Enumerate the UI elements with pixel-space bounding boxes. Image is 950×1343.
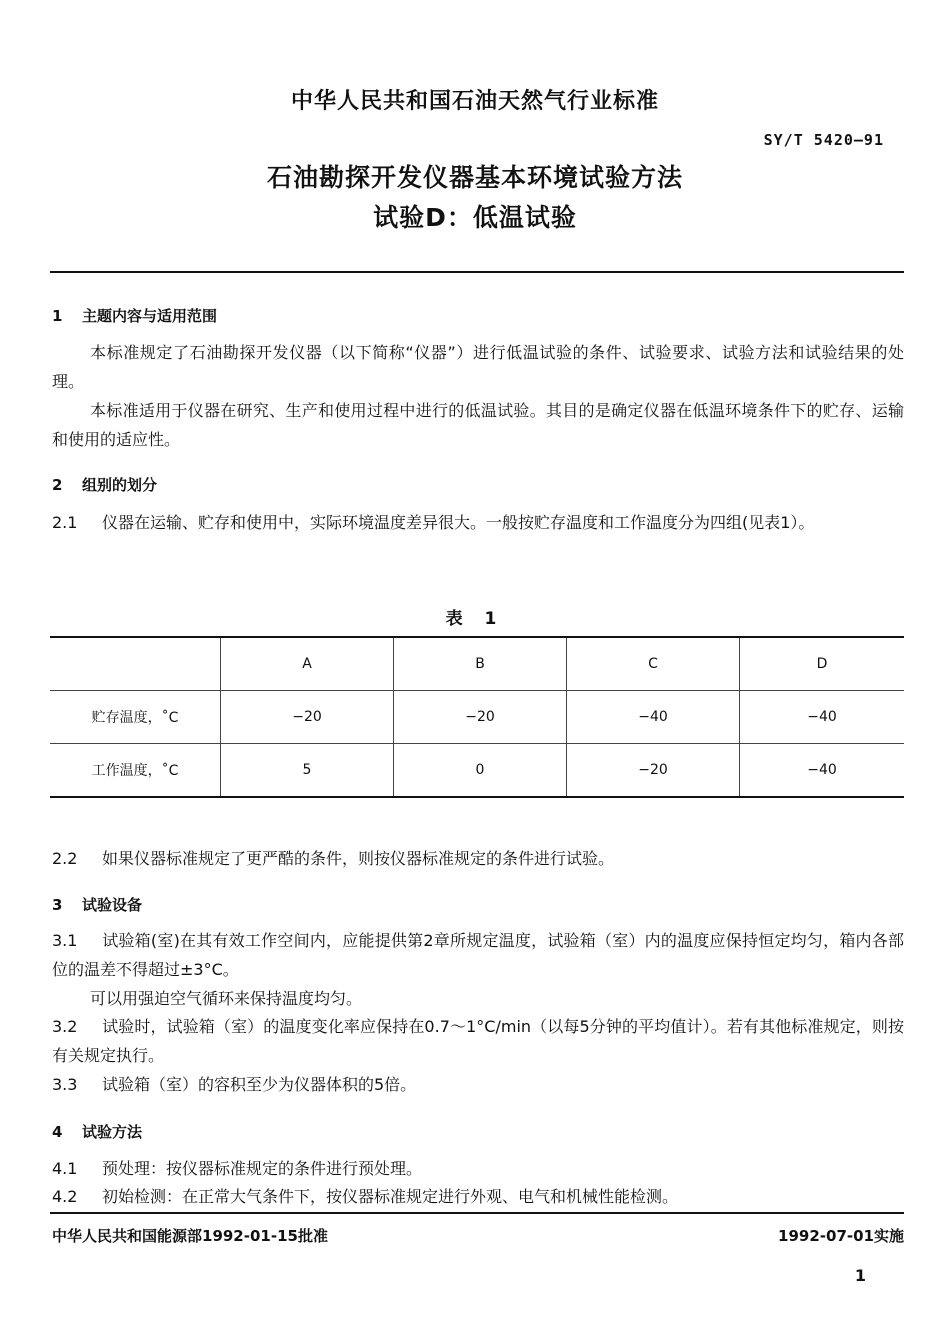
section-1-heading: [52, 305, 217, 326]
clause-number: 2.2: [52, 849, 78, 868]
table-cell: −20: [567, 744, 740, 798]
table-header-cell: D: [740, 637, 905, 691]
section-title: 组别的划分: [82, 476, 158, 494]
standard-code: SY/T 5420—91: [763, 131, 884, 149]
table-row: [50, 744, 904, 798]
section-1-paragraph-1: 本标准规定了石油勘探开发仪器（以下简称“仪器”）进行低温试验的条件、试验要求、试验方法和试验结果的处理。: [52, 343, 904, 391]
clause-2-1: [52, 508, 904, 537]
table-header-cell: [50, 637, 221, 691]
table-cell: 贮存温度，˚C: [50, 691, 221, 744]
table-cell: −40: [740, 691, 905, 744]
document-title: 石油勘探开发仪器基本环境试验方法: [266, 163, 683, 192]
page-number: 1: [854, 1266, 866, 1285]
table-cell: −20: [221, 691, 394, 744]
clause-3-1-note: 可以用强迫空气循环来保持温度均匀。: [90, 989, 363, 1008]
section-number: 1: [52, 307, 63, 325]
footer-divider: [50, 1212, 904, 1214]
table-cell: 0: [394, 744, 567, 798]
issuing-body: 中华人民共和国石油天然气行业标准: [290, 89, 659, 114]
section-number: 3: [52, 896, 63, 914]
table-caption: 表 1: [445, 609, 505, 629]
table-header-cell: A: [221, 637, 394, 691]
section-2-heading: [52, 474, 157, 495]
table-cell: −40: [740, 744, 905, 798]
clause-number: 4.2: [52, 1187, 78, 1206]
table-cell: 5: [221, 744, 394, 798]
clause-2-2: [52, 844, 904, 873]
clause-number: 3.1: [52, 931, 78, 950]
clause-number: 4.1: [52, 1159, 78, 1178]
table-row: [50, 691, 904, 744]
clause-text: 初始检测：在正常大气条件下，按仪器标准规定进行外观、电气和机械性能检测。: [102, 1187, 679, 1206]
clause-text: 仪器在运输、贮存和使用中，实际环境温度差异很大。一般按贮存温度和工作温度分为四组(见表1）。: [102, 513, 815, 532]
clause-4-1: [52, 1154, 904, 1183]
section-3-heading: [52, 894, 142, 915]
header-divider: [50, 271, 904, 273]
section-number: 4: [52, 1123, 63, 1141]
section-title: 试验方法: [82, 1123, 143, 1141]
document-subtitle: 试验D：低温试验: [373, 203, 577, 232]
clause-number: 3.2: [52, 1017, 78, 1036]
section-4-heading: [52, 1121, 142, 1142]
table-cell: −40: [567, 691, 740, 744]
section-number: 2: [52, 476, 63, 494]
table-header-cell: B: [394, 637, 567, 691]
clause-3-2: [52, 1012, 904, 1070]
clause-text: 如果仪器标准规定了更严酷的条件，则按仪器标准规定的条件进行试验。: [102, 849, 615, 868]
temperature-group-table: [50, 636, 904, 798]
effective-date: 1992-07-01实施: [778, 1227, 904, 1245]
clause-number: 2.1: [52, 513, 78, 532]
table-cell: 工作温度，˚C: [50, 744, 221, 798]
clause-3-1: [52, 926, 904, 984]
clause-4-2: [52, 1182, 904, 1211]
section-title: 试验设备: [82, 896, 143, 914]
approval-date: 中华人民共和国能源部1992-01-15批准: [52, 1227, 328, 1245]
table-cell: −20: [394, 691, 567, 744]
clause-3-3: [52, 1070, 904, 1099]
clause-number: 3.3: [52, 1075, 78, 1094]
table-header-row: [50, 637, 904, 691]
clause-text: 试验箱(室)在其有效工作空间内，应能提供第2章所规定温度，试验箱（室）内的温度应保持恒定均匀，箱内各部位的温差不得超过±3°C。: [52, 931, 904, 979]
table-header-cell: C: [567, 637, 740, 691]
clause-text: 试验时，试验箱（室）的温度变化率应保持在0.7～1°C/min（以每5分钟的平均值计）。若有其他标准规定，则按有关规定执行。: [52, 1017, 904, 1065]
section-1-paragraph-2: 本标准适用于仪器在研究、生产和使用过程中进行的低温试验。其目的是确定仪器在低温环境条件下的贮存、运输和使用的适应性。: [52, 401, 904, 449]
clause-text: 试验箱（室）的容积至少为仪器体积的5倍。: [102, 1075, 417, 1094]
section-title: 主题内容与适用范围: [82, 307, 218, 325]
clause-text: 预处理：按仪器标准规定的条件进行预处理。: [102, 1159, 423, 1178]
